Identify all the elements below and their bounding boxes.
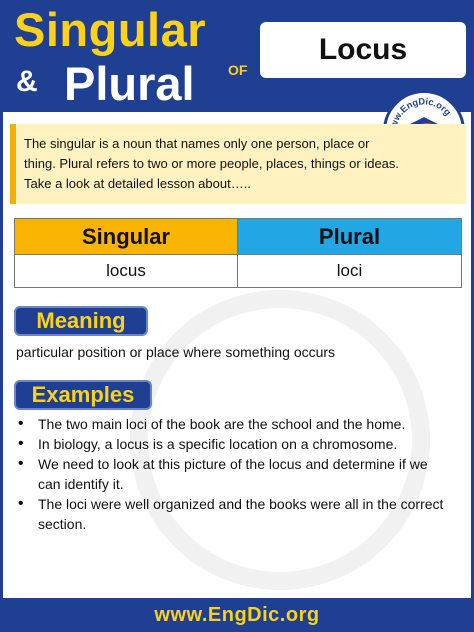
word-title: Locus [318,33,408,66]
table-header-plural: Plural [237,219,461,254]
title-of: OF [228,62,248,78]
title-plural: Plural [64,57,195,110]
example-item: • In biology, a locus is a specific location on a chromosome. [14,434,454,454]
meaning-heading: Meaning [14,306,148,336]
examples-list [14,414,454,534]
intro-box [10,124,466,204]
logo-arc-text: w.EngDic.org [391,96,453,123]
title-singular: Singular [14,3,207,56]
example-item: • We need to look at this picture of the locus and determine if we can identify it. [14,454,454,494]
table-cell-plural: loci [237,254,461,287]
meaning-text: particular position or place where something occurs [16,344,336,360]
example-item: • The two main loci of the book are the school and the home. [14,414,454,434]
table-cell-singular: locus [15,254,237,287]
examples-heading: Examples [14,380,152,410]
footer-url[interactable]: www.EngDic.org [154,603,320,626]
singular-plural-table [14,218,462,288]
table-header-singular: Singular [15,219,237,254]
intro-text: The singular is a noun that names only one person, place or thing. Plural refers to two or more people, places, things or ideas. Take a look at detailed lesson about….. [24,136,400,191]
footer-bar [0,598,474,632]
word-box [260,22,466,78]
example-item: • The loci were well organized and the books were all in the correct section. [14,494,454,534]
title-ampersand: & [16,65,38,98]
